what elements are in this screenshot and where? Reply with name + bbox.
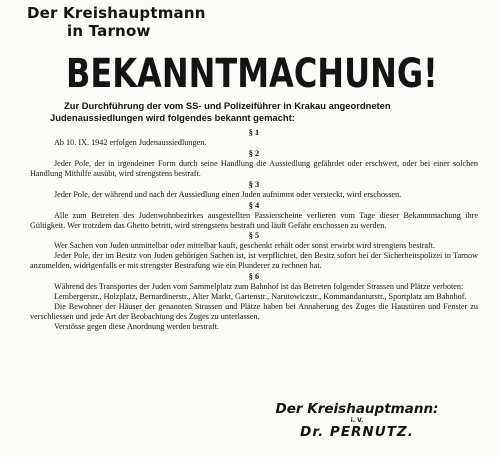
section-mark-3: § 3 [248,179,260,189]
issuer-line-1: Der Kreishauptmann [27,4,206,22]
notice-body [30,127,478,332]
issuer-heading [27,4,206,40]
signature-name: Dr. PERNUTZ. [300,424,414,440]
section-6-paragraph-1: Während des Transportes der Juden vom Sammelplatz zum Bahnhof ist das Betreten folgender Strassen und Plätze verboten: [54,282,464,292]
section-mark-4: § 4 [248,200,260,210]
section-4-paragraph-1: Alle zum Betreten des Judenwohnbezirkes ausgestellten Passierscheine verlieren vom Tage dieser Bekanntmachung ihre Gültigkeit. Wer trotzdem das Ghetto betritt, wird strengstens bestraft und läuft Gefahr erschossen zu werden. [30,210,478,230]
headline: BEKANNTMACHUNG! [66,51,438,97]
section-1-paragraph-1: Ab 10. IX. 1942 erfolgen Judenaussiedlungen. [54,138,207,147]
section-5-paragraph-1: Wer Sachen von Juden unmittelbar oder mittelbar kauft, geschenkt erhält oder sonst erwirbt wird strengtens bestraft. [54,241,436,251]
section-5-paragraph-2: Jeder Pole, der im Besitz von Juden gehörigen Sachen ist, ist verpflichtet, den Besitz sofort bei der Sicherheitspolizei in Tarnow anzumelden, widrigenfalls er mit strengster Bestrafung wie ein Plunderer zu rechnen hat. [30,251,478,271]
section-6-paragraph-3: Die Bewohner der Häuser der genannten Strassen und Plätze haben bei Annaherung des Zuges die Haustüren und Fenster zu verschliessen und jede Art der Beobachtung des Zuges zu unterlassen. [30,301,478,321]
signature-on-behalf: i. V. [350,417,364,424]
section-mark-5: § 5 [248,231,260,241]
section-2-paragraph-1: Jeder Pole, der in irgendeiner Form durch seine Handlung die Aussiedlung gefährdet oder erschwert, oder bei einer solchen Handlung Mithilfe ausübt, wird strengstens bestraft. [30,158,478,178]
section-6-paragraph-2: Lembergerstr., Holzplatz, Bernardinerstr., Alter Markt, Gartenstr., Narutowiczstr., Kommandanturstr., Sportplatz am Bahnhof. [54,292,467,302]
section-mark-2: § 2 [248,148,260,158]
section-mark-6: § 6 [248,272,260,282]
signature-title: Der Kreishauptmann: [275,401,439,417]
section-6-paragraph-4: Verstösse gegen diese Anordnung werden bestraft. [54,321,220,331]
section-3-paragraph-1: Jeder Pole, der während und nach der Aussiedlung einen Juden aufnimmt oder versteckt, wird erschossen. [54,189,402,199]
intro-text: Zur Durchführung der vom SS- und Polizeiführer in Krakau angeordneten Judenaussiedlungen wird folgendes bekannt gemacht: [50,100,391,123]
issuer-line-2: in Tarnow [67,22,151,40]
section-mark-1: § 1 [248,128,260,137]
signature-block [232,402,482,440]
